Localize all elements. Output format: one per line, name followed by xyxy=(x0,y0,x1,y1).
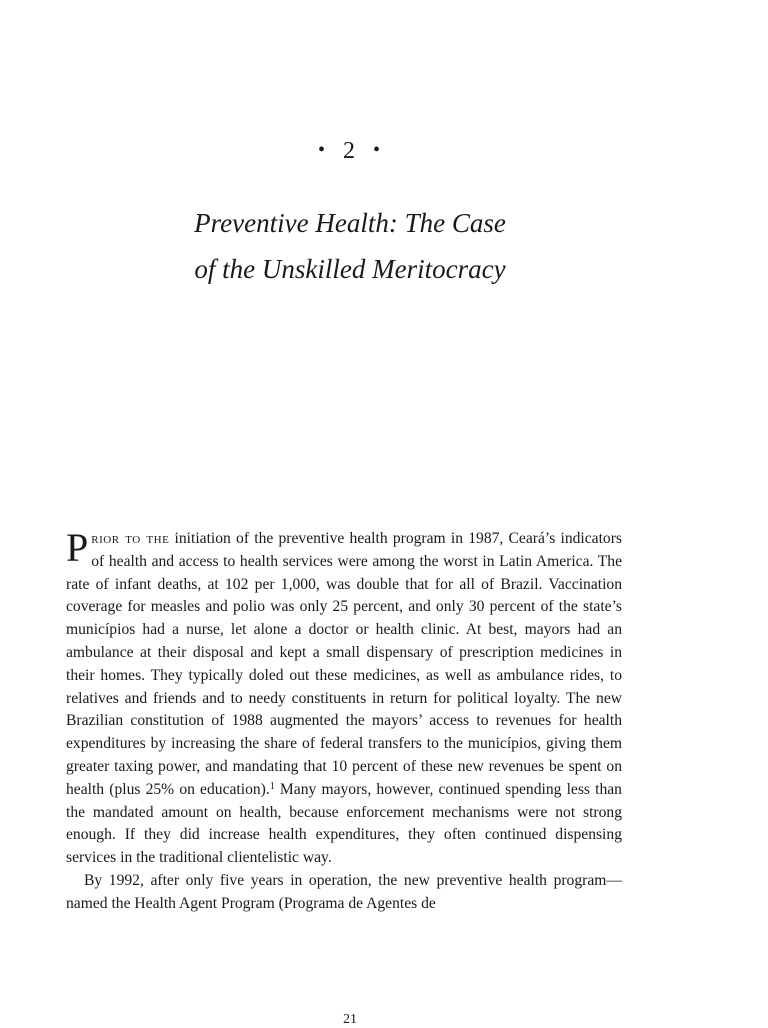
chapter-number-value: 2 xyxy=(343,138,357,164)
paragraph-1-text-a: initiation of the preventive health program in 1987, Ceará’s indicators of health and access to health services were among the worst in Latin America. The rate of infant deaths, at 102 per 1,000, was double that for all of Brazil. Vaccination coverage for measles and polio was only 25 percent, and only 30 percent of the state’s municípios had a nurse, let alone a doctor or health clinic. At best, mayors had an ambulance at their disposal and kept a small dispensary of prescription medicines in their homes. They typically doled out these medicines, as well as ambulance rides, to relatives and friends and to needy constituents in return for political loyalty. The new Brazilian constitution of 1988 augmented the mayors’ access to revenues for health expenditures by increasing the share of federal transfers to the municípios, giving them greater taxing power, and mandating that 10 percent of these new revenues be spent on health (plus 25% on education). xyxy=(66,530,622,798)
bullet-right-icon: • xyxy=(373,139,383,161)
bullet-left-icon: • xyxy=(317,139,327,161)
chapter-title xyxy=(0,200,700,292)
paragraph-2: By 1992, after only five years in operation, the new preventive health program—named the Health Agent Program (Programa de Agentes de xyxy=(66,871,622,912)
chapter-title-line-1: Preventive Health: The Case xyxy=(194,208,506,238)
drop-cap: P xyxy=(66,525,89,570)
footnote-ref: 1 xyxy=(269,780,275,792)
chapter-number xyxy=(0,138,700,165)
paragraph-1-text-b: Many mayors, however, continued spending less than the mandated amount on health, because enforcement mechanisms were not strong enough. If they did increase health expenditures, they often continued dispensing services in the traditional clientelistic way. xyxy=(66,780,622,867)
chapter-title-line-2: of the Unskilled Meritocracy xyxy=(194,254,506,284)
body-text xyxy=(66,525,622,916)
lead-in-smallcaps: rior to the xyxy=(91,530,170,547)
page-number: 21 xyxy=(343,1012,357,1027)
paragraph-1 xyxy=(66,525,622,870)
